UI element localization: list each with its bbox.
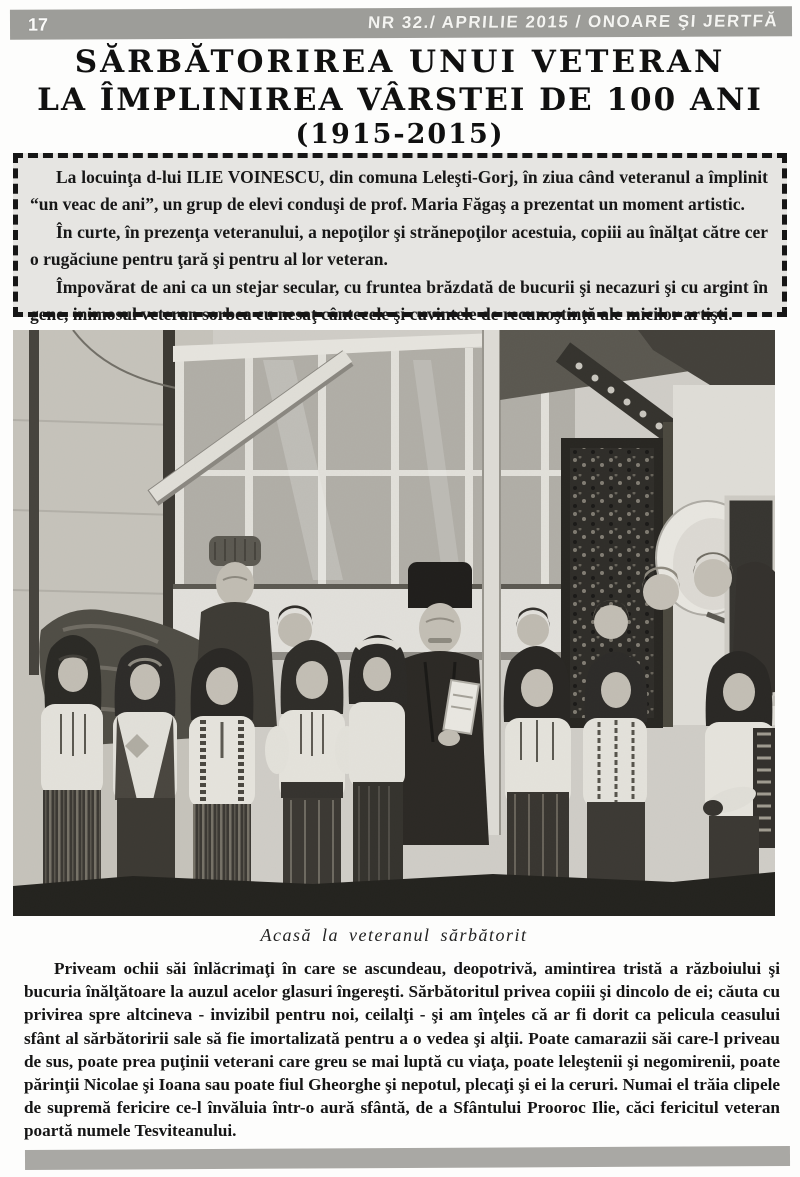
- photo-illustration: [13, 330, 775, 916]
- article-title: [0, 44, 800, 151]
- lead-paragraph-1: La locuinţa d-lui ILIE VOINESCU, din comuna Leleşti-Gorj, în ziua când veteranul a împlinit “un veac de ani”, un grup de elevi conduşi de prof. Maria Făgaş a prezentat un moment artistic.: [30, 167, 768, 215]
- veteran-group-photo: [13, 330, 775, 916]
- body-paragraph: Priveam ochii săi înlăcrimaţi în care se ascundeau, deopotrivă, amintirea tristă a războiului şi bucuria înălţătoare la auzul acelor glasuri îngereşti. Sărbătoritul privea copiii şi dincolo de ei; căuta cu privirea spre altcineva - invizibil pentru noi, ceilalţi - şi am înţeles că ar fi dorit ca pelicula ceasului sfânt al sărbătoririi sale să fie imortalizată pentru a o vedea şi alţii. Poate camarazii săi care-l priveau de sus, poate prea puţinii veterani care greu se mai luptă cu viaţa, poate leleştenii şi negomirenii, poate părinţii Nicolae şi Ioana sau poate fiul Gheorghe şi nepotul, plecaţi şi ei la ceruri. Numai el trăia clipele de supremă fericire ce-l învăluia într-o aură sfântă, de a Sfântului Prooroc Ilie, căci fericitul veteran poartă numele Tesviteanului.: [24, 959, 780, 1141]
- lead-paragraph-2: În curte, în prezenţa veteranului, a nepoţilor şi strănepoţilor acestuia, copiii au înălţat către cer o rugăciune pentru ţară şi pentru al lor veteran.: [30, 221, 768, 270]
- title-years: (1915-2015): [295, 119, 505, 150]
- lead-paragraph-box: [13, 153, 787, 325]
- page-header-bar: [10, 6, 792, 39]
- title-line-2: LA ÎMPLINIREA VÂRSTEI DE 100 ANI: [37, 82, 763, 118]
- page-footer-bar: [25, 1146, 790, 1170]
- photo-figure: [13, 330, 775, 946]
- page-number: 17: [27, 14, 49, 35]
- issue-info: NR 32./ APRILIE 2015 / ONOARE ŞI JERTFĂ: [367, 11, 779, 33]
- lead-paragraph-3: Împovărat de ani ca un stejar secular, cu fruntea brăzdată de bucurii şi necazuri şi cu argint în gene, inimosul veteran sorbea cu nesaţ cântecele şi cuvintele de recunoştinţă ale micilor artişti.: [30, 276, 768, 325]
- photo-caption: Acasă la veteranul sărbătorit: [260, 925, 528, 945]
- title-line-1: SĂRBĂTORIREA UNUI VETERAN: [74, 44, 726, 80]
